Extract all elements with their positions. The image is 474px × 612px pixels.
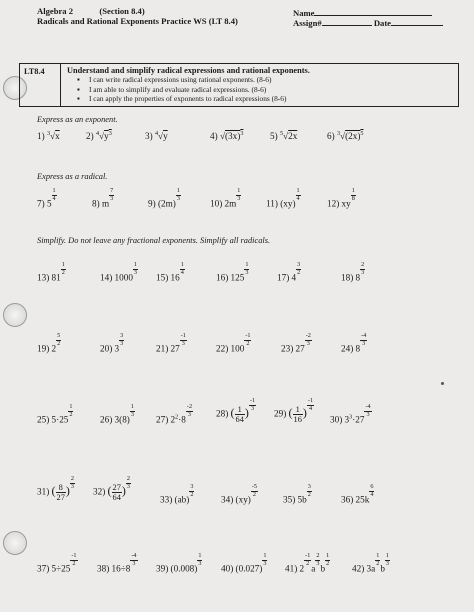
problem-number: 28): [216, 408, 229, 419]
problem-number: 1): [37, 131, 45, 142]
problem-42: 42) 3a $\frac{1}{2}$ b $\frac{1}{3}$: [352, 552, 389, 574]
problem-25: 25) 5·25 $\frac{1}{2}$: [37, 403, 73, 425]
date-label: Date: [373, 18, 391, 28]
problem-26: 26) 3(8) $\frac{1}{3}$: [100, 403, 134, 425]
problem-15: 15) 16 $\frac{1}{4}$: [156, 261, 184, 283]
problem-number: 12): [327, 198, 340, 209]
problem-number: 30): [330, 414, 343, 425]
problem-7: 7) 5 $\frac{1}{4}$: [37, 187, 56, 209]
learning-target-bullet: ▪ I can apply the properties of exponents to radical expressions (8-6): [77, 94, 286, 104]
problem-number: 34): [221, 494, 234, 505]
problem-33: 33) (ab) $\frac{3}{2}$: [160, 483, 194, 505]
problem-37: 37) 5÷25 $\frac{-1}{2}$: [37, 552, 77, 574]
problem-31: 31) ( $\frac{8}{27}$ ) $\frac{2}{3}$: [37, 475, 75, 502]
problem-22: 22) 100 $\frac{-1}{2}$: [216, 332, 251, 354]
problem-35: 35) 5b $\frac{3}{2}$: [283, 483, 311, 505]
problem-number: 35): [283, 494, 296, 505]
problem-number: 29): [274, 408, 287, 419]
problem-6: 6) $^3√(2x)^5$: [327, 130, 364, 142]
problem-number: 10): [210, 198, 223, 209]
problem-number: 21): [156, 343, 169, 354]
problem-27: 27) $2^2\cdot 8$ $\frac{-2}{3}$: [156, 403, 193, 425]
course-label: Algebra 2: [37, 6, 74, 16]
assign-date-field[interactable]: [293, 16, 443, 28]
problem-16: 16) 125 $\frac{1}{3}$: [216, 261, 249, 283]
problem-number: 4): [210, 131, 218, 142]
problem-10: 10) 2m $\frac{1}{3}$: [210, 187, 241, 209]
problem-number: 32): [93, 486, 106, 497]
section-heading-exponent: Express as an exponent.: [37, 115, 118, 124]
assign-line: [322, 16, 372, 26]
problem-number: 11): [266, 198, 278, 209]
problem-23: 23) 27 $\frac{-2}{3}$: [281, 332, 311, 354]
problem-34: 34) (xy) $\frac{-5}{2}$: [221, 483, 258, 505]
problem-36: 36) 25k $\frac{6}{4}$: [341, 483, 374, 505]
problem-18: 18) 8 $\frac{2}{3}$: [341, 261, 365, 283]
problem-number: 8): [92, 198, 100, 209]
problem-number: 36): [341, 494, 354, 505]
learning-target-divider: [60, 64, 61, 106]
page-speck: [441, 382, 444, 385]
learning-target-bullet: ▪ I can write radical expressions using rational exponents. (8-6): [77, 75, 286, 85]
course-line: [37, 6, 145, 16]
problem-41: 41) 2 $\frac{-1}{2}$ a $\frac{2}{3}$ b $\frac{1}{2}$: [285, 552, 330, 574]
section-heading-simplify: Simplify. Do not leave any fractional exponents. Simplify all radicals.: [37, 236, 271, 245]
problem-30: 30) $3^3\cdot 27$ $\frac{-4}{3}$: [330, 403, 371, 425]
problem-number: 16): [216, 272, 229, 283]
problem-number: 3): [145, 131, 153, 142]
problem-9: 9) (2m) $\frac{1}{3}$: [148, 187, 180, 209]
problem-number: 23): [281, 343, 294, 354]
problem-number: 38): [97, 563, 110, 574]
problem-40: 40) (0.027) $\frac{1}{3}$: [221, 552, 267, 574]
problem-number: 6): [327, 131, 335, 142]
problem-38: 38) 16÷8 $\frac{-4}{3}$: [97, 552, 137, 574]
section-label: (Section 8.4): [99, 6, 145, 16]
problem-number: 15): [156, 272, 169, 283]
problem-13: 13) 81 $\frac{1}{2}$: [37, 261, 65, 283]
problem-12: 12) xy $\frac{1}{8}$: [327, 187, 355, 209]
learning-target-bullets: [77, 75, 286, 104]
problem-number: 20): [100, 343, 113, 354]
learning-target-code: LT8.4: [24, 67, 45, 76]
name-label: Name: [293, 8, 315, 18]
problem-3: 3) $^4$√y: [145, 130, 168, 142]
problem-39: 39) (0.008) $\frac{1}{3}$: [156, 552, 202, 574]
problem-19: 19) 2 $\frac{5}{2}$: [37, 332, 61, 354]
name-line: [314, 6, 432, 16]
problem-number: 22): [216, 343, 229, 354]
punch-hole-bottom: [3, 531, 27, 555]
problem-32: 32) ( $\frac{27}{64}$ ) $\frac{2}{3}$: [93, 475, 131, 502]
problem-number: 27): [156, 414, 169, 425]
problem-14: 14) 1000 $\frac{1}{3}$: [100, 261, 138, 283]
problem-17: 17) 4 $\frac{3}{2}$: [277, 261, 301, 283]
problem-number: 18): [341, 272, 354, 283]
problem-number: 9): [148, 198, 156, 209]
problem-24: 24) 8 $\frac{-4}{3}$: [341, 332, 367, 354]
assign-label: Assign#: [293, 18, 322, 28]
problem-number: 17): [277, 272, 290, 283]
problem-number: 5): [270, 131, 278, 142]
problem-number: 14): [100, 272, 113, 283]
problem-number: 33): [160, 494, 173, 505]
problem-28: 28) ( $\frac{1}{64}$ ) $\frac{-1}{3}$: [216, 397, 256, 424]
worksheet-title: Radicals and Rational Exponents Practice WS (LT 8.4): [37, 16, 238, 26]
problem-number: 7): [37, 198, 45, 209]
problem-number: 40): [221, 563, 234, 574]
problem-number: 25): [37, 414, 50, 425]
problem-number: 13): [37, 272, 50, 283]
problem-number: 24): [341, 343, 354, 354]
problem-number: 19): [37, 343, 50, 354]
problem-20: 20) 3 $\frac{3}{3}$: [100, 332, 124, 354]
punch-hole-middle: [3, 303, 27, 327]
problem-29: 29) ( $\frac{1}{16}$ ) $\frac{-1}{4}$: [274, 397, 314, 424]
problem-number: 41): [285, 563, 298, 574]
problem-number: 2): [86, 131, 94, 142]
problem-number: 42): [352, 563, 365, 574]
learning-target-box: [19, 63, 459, 107]
section-heading-radical: Express as a radical.: [37, 172, 108, 181]
problem-21: 21) 27 $\frac{-1}{3}$: [156, 332, 186, 354]
problem-1: 1) $^3$√x: [37, 130, 60, 142]
learning-target-title: Understand and simplify radical expressions and rational exponents.: [67, 66, 310, 75]
problem-number: 37): [37, 563, 50, 574]
problem-11: 11) (xy) $\frac{1}{4}$: [266, 187, 300, 209]
problem-8: 8) m $\frac{7}{3}$: [92, 187, 114, 209]
problem-4: 4) $√(3x)^3$: [210, 130, 244, 142]
learning-target-bullet: ▪ I am able to simplify and evaluate radical expressions. (8-6): [77, 85, 286, 95]
problem-number: 31): [37, 486, 50, 497]
problem-5: 5) $^5$√2x: [270, 130, 298, 142]
date-line: [391, 16, 443, 26]
problem-number: 26): [100, 414, 113, 425]
problem-2: 2) $^4√y^3$: [86, 130, 112, 142]
problem-number: 39): [156, 563, 169, 574]
